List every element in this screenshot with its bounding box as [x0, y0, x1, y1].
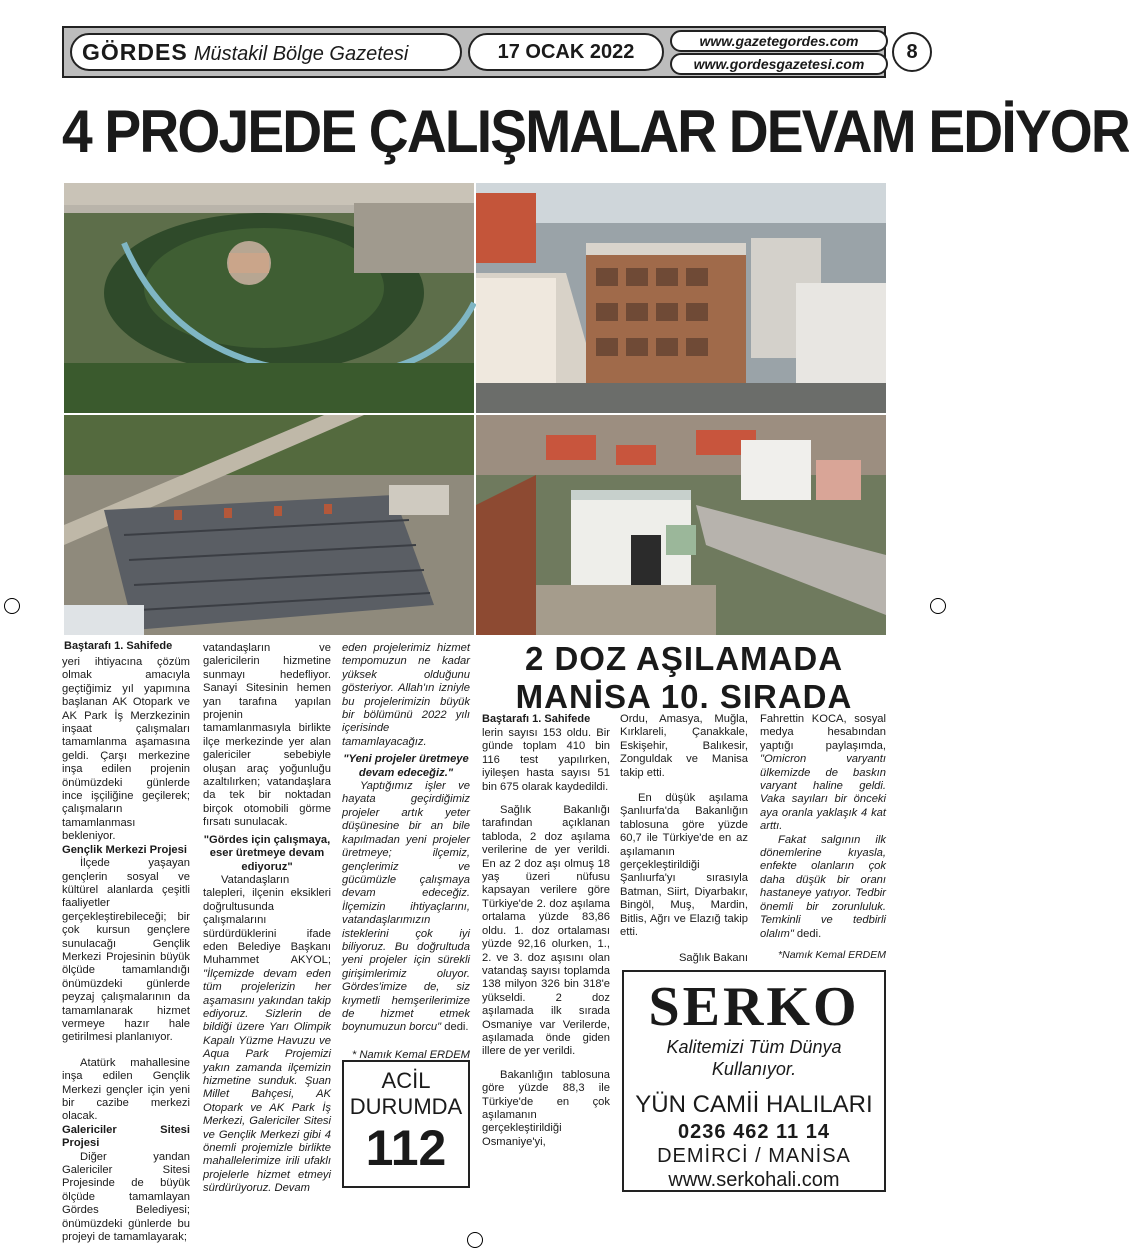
main-headline: 4 PROJEDE ÇALIŞMALAR DEVAM EDİYOR: [62, 98, 1129, 165]
quote: eden projelerimiz hizmet tempomuzun ne kadar yüksek olduğunu gösteriyor. Allah'ın izniyle bu projelerimizin büyük bir bölümünü 2022 yılı içerisinde tamamlayacağız.: [342, 642, 470, 748]
quote: "Omicron varyantı ülkemizde de baskın varyant haline geldi. Vaka sayıları bir önceki aya oranla yaklaşık 4 kat arttı.: [760, 753, 886, 833]
article2-headline-line-1: 2 DOZ AŞILAMADA: [524, 640, 844, 677]
paragraph: Atatürk mahallesine inşa edilen Gençlik Merkezi gençler için yeni bir cazibe merkezi olacak.: [62, 1056, 190, 1123]
registration-mark-right: [930, 598, 946, 614]
subheading: "Yeni projeler üretmeye devam edeceğiz.": [343, 753, 469, 779]
paragraph: [760, 834, 886, 941]
paragraph: En düşük aşılama Şanlıurfa'da Bakanlığın tablosuna göre yüzde 60,7 ile Türkiye'de en az aşılamanın gerçekleştirildiği Şanlıurfa'yı sırasıyla Batman, Siirt, Diyarbakır, Bingöl, Muş, Mardin, Bitlis, Ağrı ve Elazığ takip etti.: [620, 792, 748, 939]
paragraph-text: Vatandaşların talepleri, ilçenin eksikleri doğrultusunda çalışmalarını sürdürdüklerini ifade eden Belediye Başkanı Muhammet AKYOL;: [203, 873, 331, 967]
paragraph: [203, 874, 331, 1196]
ad-phone: 0236 462 11 14: [678, 1121, 830, 1143]
paragraph: yeri ihtiyacına çözüm olmak amacıyla geçtiğimiz yıl yapımına başlanan AK Otopark ve AK Park İş Merzkezinin inşaat çalışmaları tamamlanma aşamasına geldi. Çarşı merkezine inşa edilen projenin önümüzdeki günlerde ince işçiliğine geçilerek; çalışmaların tamamlanması bekleniyor.: [62, 656, 190, 843]
article1-column-2: [203, 642, 331, 1196]
masthead: [62, 26, 918, 78]
ad-website[interactable]: www.serkohali.com: [668, 1169, 840, 1191]
masthead-brand: [70, 33, 462, 71]
article2-caption: Baştarafı 1. Sahifede: [482, 713, 591, 725]
paragraph: lerin sayısı 153 oldu. Bir günde toplam 410 bin 116 test yapılırken, iyileşen hasta sayısı 51 bin 675 olarak kaydedildi.: [482, 727, 610, 793]
issue-date: 17 OCAK 2022: [468, 33, 664, 71]
paragraph-text: dedi.: [793, 927, 822, 940]
emergency-number: 112: [365, 1120, 447, 1176]
paragraph-text: Fahrettin KOCA, sosyal medya hesabından yaptığı paylaşımda,: [760, 713, 886, 752]
paragraph: Diğer yandan Galericiler Sitesi Projesinde de büyük ölçüde tamamlayan Gördes Belediyesi; önümüzdeki günlerde bu projeyi de tamamlayarak;: [62, 1150, 190, 1244]
building-construction-photo: [476, 183, 886, 413]
paragraph: Ordu, Amasya, Muğla, Kırklareli, Çanakkale, Eskişehir, Balıkesir, Zonguldak ve Manisa takip etti.: [620, 713, 748, 779]
ad-location: DEMİRCİ / MANİSA: [657, 1145, 851, 1167]
page-number: 8: [892, 32, 932, 72]
author-signature: * Namık Kemal ERDEM: [351, 1048, 470, 1061]
youth-center-building-photo: [476, 415, 886, 635]
article2-column-3: [760, 713, 886, 962]
paragraph: vatandaşların ve galericilerin hizmetine sunmayı hedefliyor. Sanayi Sitesinin hemen yan tarafına yapılan projenin tamamlanmasıyla birlikte ilçe merkezinde yer alan galericiler sebebiyle oluşan araç yoğunluğu azaltılırken; vatandaşlara da tek bir noktadan birçok otomobili görme fırsatı sunulacak.: [203, 642, 331, 829]
author-signature: *Namık Kemal ERDEM: [778, 948, 886, 961]
newspaper-tagline: Müstakil Bölge Gazetesi: [193, 43, 409, 65]
ad-product: YÜN CAMİİ HALILARI: [635, 1091, 873, 1118]
article1-column-1: [62, 656, 190, 1244]
ad-brand: SERKO: [648, 976, 860, 1038]
paragraph: Sağlık Bakanı: [678, 951, 748, 964]
paragraph: Bakanlığın tablosuna göre yüzde 88,3 ile Türkiye'de en çok aşılamanın gerçekleştirildiği Osmaniye'yi,: [482, 1068, 610, 1148]
emergency-line-1: ACİL: [381, 1068, 431, 1093]
newspaper-name: GÖRDES: [82, 39, 188, 65]
steel-frame-construction-photo: [64, 415, 474, 635]
article2-headline: [482, 640, 886, 716]
ad-slogan: Kalitemizi Tüm Dünya Kullanıyor.: [666, 1037, 842, 1079]
serko-advertisement: [622, 970, 886, 1192]
article2-column-1: [482, 727, 610, 1149]
emergency-box: [342, 1060, 470, 1188]
paragraph: Sağlık Bakanlığı tarafından açıklanan tabloda, 2 doz aşılama verilerine de yer verildi. En az 2 doz aşı olmuş 18 yaş üzeri nüfusu kapsayan verilere göre Türkiye'de 2. doz aşılama ortalama yüzde 83,86 oldu. 1. doz ortalaması yüzde 92,16 olurken, 1., 2. ve 3. doz aşısını olan vatandaş sayısı toplamda 138 milyon 326 bin 318'e yükseldi. 2 doz aşılamada ilk sırada Osmaniye var Verilerde, aşılamada önde giden illere de yer verildi.: [482, 804, 610, 1058]
article2-headline-line-2: MANİSA 10. SIRADA: [515, 678, 853, 715]
registration-mark-bottom: [467, 1232, 483, 1248]
website-link-2[interactable]: www.gordesgazetesi.com: [670, 53, 888, 75]
website-link-1[interactable]: www.gazetegordes.com: [670, 30, 888, 52]
quote: Yaptığımız işler ve hayata geçirdiğimiz projeler artık yeter düşünesine bir an bile kapılmadan yeni projeler üretmeye; ilçemiz, gençlerimiz ve gücümüzle çalışmaya devam edeceğiz. İlçemizin ihtiyaçlarını, vatandaşlarımızın isteklerini çok iyi biliyoruz. Bu doğrultuda yeni projeler için sürekli girişimlerimiz oluyor. Gördes'imize de, siz kıymetli hemşerilerimize de hizmet etmek boynumuzun borcu": [342, 780, 470, 1034]
registration-mark-left: [4, 598, 20, 614]
quote: "İlçemizde devam eden tüm projelerizin her aşamasını yakından takip ediyoruz. Sizlerin de bildiği üzere Yarı Olimpik Kapalı Yüzme Havuzu ve Aqua Park Projemizi yakın zamanda ilçemizin hizmetine sunduk. Şuan Millet Bahçesi, AK Otopark ve AK Park İş Merkezi, Galericiler Sitesi ve Gençlik Merkezi gibi 4 önemli projemizle birlikte mahallelerimize irili ufaklı projelerle hizmet etmeyi sürdürüyoruz. Devam: [203, 967, 331, 1195]
subheading: "Gördes için çalışmaya, eser üretmeye devam ediyoruz": [203, 833, 331, 873]
paragraph: [760, 713, 886, 834]
paragraph: [342, 780, 470, 1035]
article1-column-3: [342, 642, 470, 1062]
subheading: Gençlik Merkezi Projesi: [62, 843, 187, 856]
paragraph-text: dedi.: [441, 1021, 469, 1034]
paragraph: İlçede yaşayan gençlerin sosyal ve kültürel alanlarda çeşitli faaliyetler gerçekleştirebileceği; bir çok kursun gençlere sunulacağı Gençlik Merkezi Projesinin büyük ölçüde tamamlandığı önümüzdeki günlerde peyzaj çalışmalarının da tamamlanarak hizmet vermeye hazır hale getirilmesi planlanıyor.: [62, 857, 190, 1044]
quote: Fakat salgının ilk dönemlerine kıyasla, enfekte olanların çok daha düşük bir oranı hastaneye yatıyor. Tedbir önemli bir zorunluluk. Temkinli ve tedbirli olalım": [760, 833, 886, 940]
subheading: Galericiler Sitesi Projesi: [62, 1123, 190, 1150]
park-aerial-photo: [64, 183, 474, 413]
article2-column-2: [620, 713, 748, 965]
emergency-line-2: DURUMDA: [349, 1094, 463, 1119]
article1-caption: Baştarafı 1. Sahifede: [64, 640, 173, 652]
